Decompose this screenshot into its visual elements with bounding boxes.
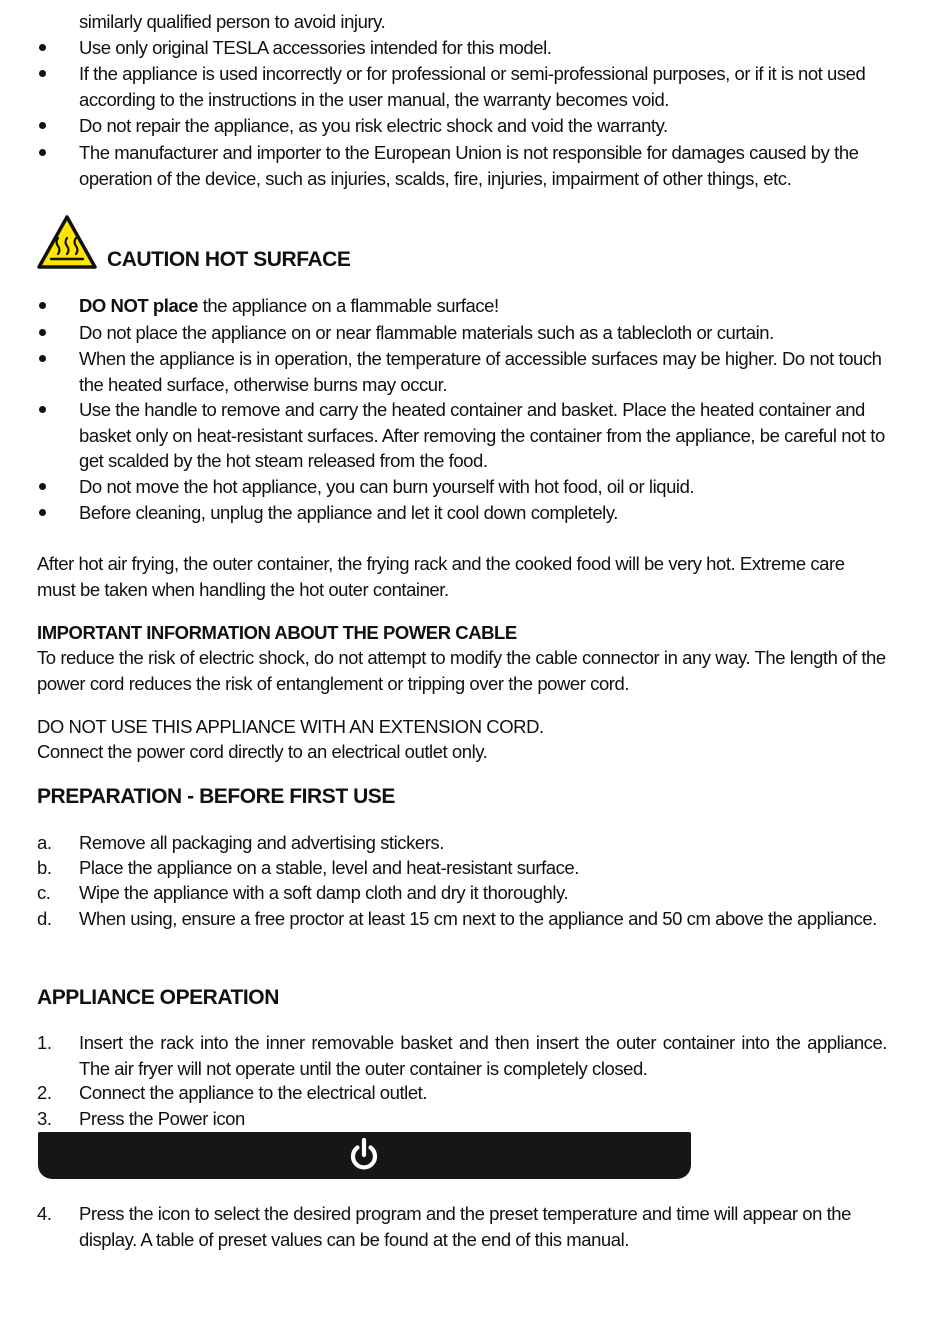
- list-item-text: Press the Power icon: [79, 1108, 245, 1129]
- list-item-text: The manufacturer and importer to the European Union is not responsible for damages caused by the operation of the device, such as injuries, scalds, fire, injuries, impairment of other things, etc.: [79, 142, 859, 189]
- paragraph-continued: [37, 9, 887, 35]
- list-marker: 2.: [37, 1082, 52, 1103]
- list-item-text: Use only original TESLA accessories intended for this model.: [79, 37, 552, 58]
- list-item: [37, 346, 887, 397]
- power-cable-text: To reduce the risk of electric shock, do not attempt to modify the cable connector in any way. The length of the power cord reduces the risk of entanglement or tripping over the power cord.: [37, 647, 886, 694]
- list-item-text: Do not move the hot appliance, you can burn yourself with hot food, oil or liquid.: [79, 476, 695, 497]
- list-item: [37, 906, 887, 932]
- list-marker: 3.: [37, 1108, 52, 1129]
- list-item-text: Do not place the appliance on or near flammable materials such as a tablecloth or curtain.: [79, 322, 774, 343]
- list-item: [37, 474, 887, 500]
- list-item: [37, 35, 887, 61]
- list-item-text: Wipe the appliance with a soft damp cloth and dry it thoroughly.: [79, 882, 569, 903]
- list-item: [37, 320, 887, 346]
- list-marker: b.: [37, 857, 52, 878]
- list-item-text: Do not repair the appliance, as you risk electric shock and void the warranty.: [79, 115, 668, 136]
- list-item-text: [79, 293, 887, 319]
- list-item: [37, 397, 887, 474]
- extension-cord-warning: DO NOT USE THIS APPLIANCE WITH AN EXTENSION CORD.: [37, 716, 544, 737]
- list-marker: 4.: [37, 1203, 52, 1224]
- list-marker: a.: [37, 832, 52, 853]
- list-item: [37, 1106, 887, 1132]
- emphasis-text: DO NOT place: [79, 295, 198, 316]
- caution-heading: CAUTION HOT SURFACE: [107, 248, 351, 271]
- preparation-heading: PREPARATION - BEFORE FIRST USE: [37, 785, 395, 808]
- list-item-text: Use the handle to remove and carry the heated container and basket. Place the heated container and basket only on heat-resistant surfaces. After removing the container from the appliance, be careful not to get scalded by the hot steam released from the food.: [79, 399, 885, 471]
- power-cable-heading: IMPORTANT INFORMATION ABOUT THE POWER CABLE: [37, 622, 517, 643]
- hot-surface-warning-icon: [36, 214, 98, 270]
- list-item: [37, 1030, 887, 1081]
- list-item: [37, 830, 887, 856]
- list-item-text-rest: the appliance on a flammable surface!: [198, 295, 499, 316]
- power-icon: [345, 1136, 383, 1174]
- list-marker: d.: [37, 908, 52, 929]
- list-item-text: Press the icon to select the desired program and the preset temperature and time will appear on the display. A table of preset values can be found at the end of this manual.: [79, 1203, 851, 1250]
- outlet-instruction: Connect the power cord directly to an electrical outlet only.: [37, 741, 488, 762]
- list-item-text: Before cleaning, unplug the appliance and let it cool down completely.: [79, 502, 618, 523]
- list-marker: c.: [37, 882, 51, 903]
- list-item-text: If the appliance is used incorrectly or for professional or semi-professional purposes, or if it is not used according to the instructions in the user manual, the warranty becomes void.: [79, 63, 866, 110]
- list-item-text: Connect the appliance to the electrical outlet.: [79, 1082, 428, 1103]
- list-item: [37, 855, 887, 881]
- list-item: [37, 1201, 887, 1252]
- list-item: [37, 61, 887, 112]
- list-item: [37, 880, 887, 906]
- list-item-text: When using, ensure a free proctor at least 15 cm next to the appliance and 50 cm above the appliance.: [79, 908, 877, 929]
- list-item: [37, 500, 887, 526]
- list-item: [37, 140, 887, 191]
- list-item-text: Remove all packaging and advertising stickers.: [79, 832, 444, 853]
- paragraph-text: similarly qualified person to avoid injury.: [79, 11, 386, 32]
- list-item: [37, 1080, 887, 1106]
- list-item: [37, 293, 887, 319]
- list-item-text: Place the appliance on a stable, level and heat-resistant surface.: [79, 857, 579, 878]
- list-item-text: Insert the rack into the inner removable basket and then insert the outer container into the appliance. The air fryer will not operate until the outer container is completely closed.: [79, 1032, 887, 1079]
- list-marker: 1.: [37, 1032, 52, 1053]
- caution-note: After hot air frying, the outer container, the frying rack and the cooked food will be very hot. Extreme care must be taken when handling the hot outer container.: [37, 553, 845, 600]
- list-item-text: When the appliance is in operation, the temperature of accessible surfaces may be higher. Do not touch the heated surface, otherwise burns may occur.: [79, 348, 882, 395]
- list-item: [37, 113, 887, 139]
- operation-heading: APPLIANCE OPERATION: [37, 986, 279, 1009]
